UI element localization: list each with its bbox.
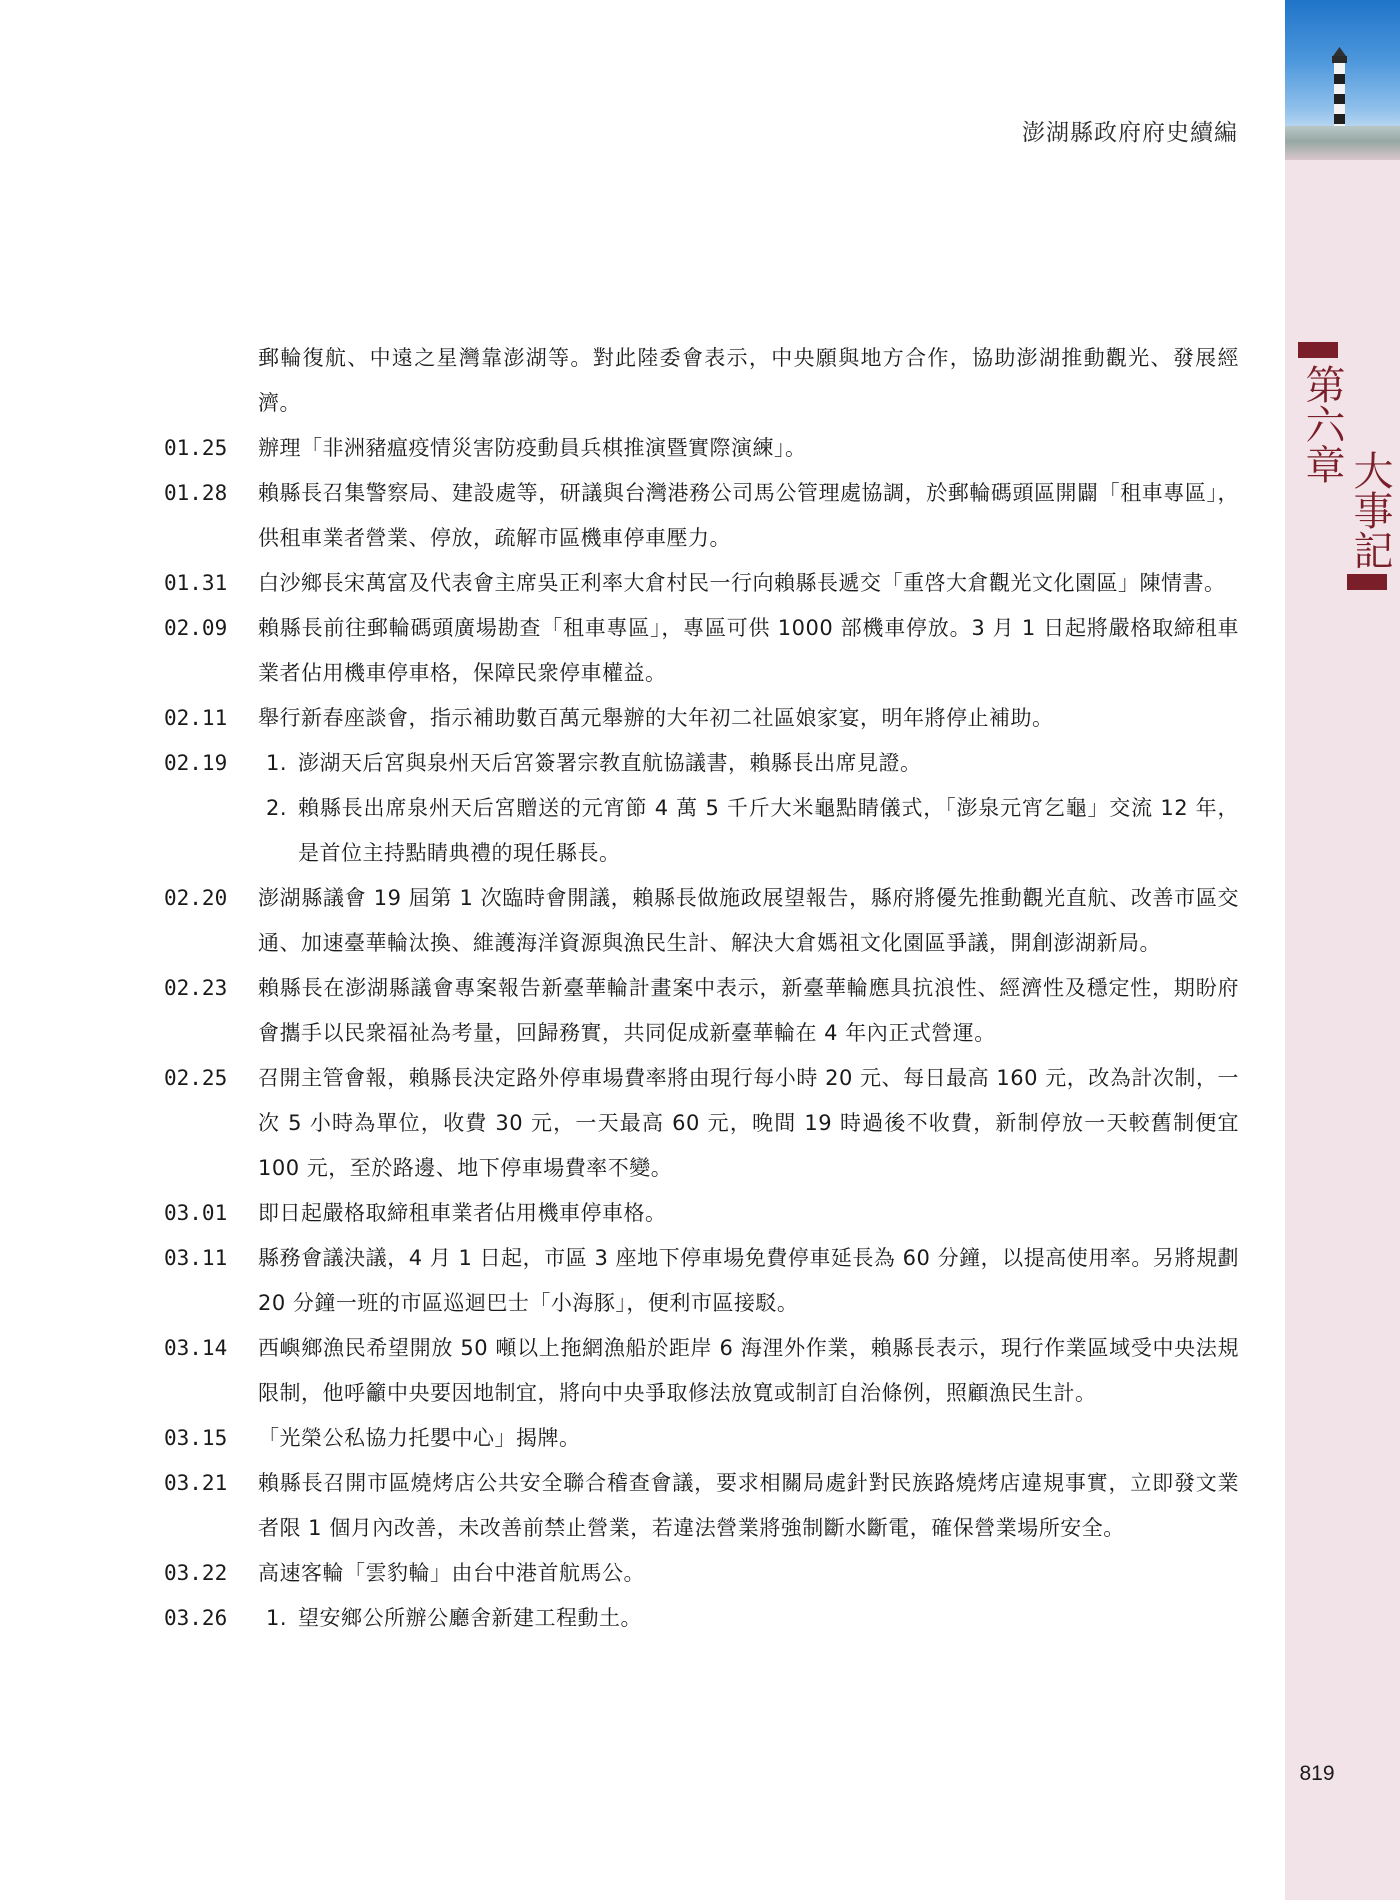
entry-date: 03.15 xyxy=(164,1426,228,1450)
chronology-entry xyxy=(164,471,1239,561)
entry-date: 01.31 xyxy=(164,571,228,595)
entry-date: 03.26 xyxy=(164,1606,228,1630)
chronology-list xyxy=(164,336,1239,1641)
chronology-entry xyxy=(164,606,1239,696)
entry-date: 02.11 xyxy=(164,706,228,730)
chronology-entry xyxy=(164,1596,1239,1641)
entry-date: 03.14 xyxy=(164,1336,228,1360)
entry-text: 賴縣長召開市區燒烤店公共安全聯合稽查會議，要求相關局處針對民族路燒烤店違規事實，立即發文業者限 1 個月內改善，未改善前禁止營業，若違法營業將強制斷水斷電，確保營業場所安全。 xyxy=(258,1471,1239,1540)
entry-text: 高速客輪「雲豹輪」由台中港首航馬公。 xyxy=(258,1561,645,1585)
chronology-entry xyxy=(164,561,1239,606)
entry-text: 郵輪復航、中遠之星灣靠澎湖等。對此陸委會表示，中央願與地方合作，協助澎湖推動觀光、發展經濟。 xyxy=(258,346,1239,415)
entry-date: 03.22 xyxy=(164,1561,228,1585)
page-number: 819 xyxy=(1299,1762,1335,1785)
entry-items xyxy=(258,1596,1239,1641)
sub-item-number: 1. xyxy=(266,751,288,775)
entry-text: 「光榮公私協力托嬰中心」揭牌。 xyxy=(258,1426,581,1450)
entry-sub-item xyxy=(258,741,1239,786)
entry-text: 賴縣長召集警察局、建設處等，研議與台灣港務公司馬公管理處協調，於郵輪碼頭區開闢「租車專區」，供租車業者營業、停放，疏解市區機車停車壓力。 xyxy=(258,481,1239,550)
sub-item-number: 1. xyxy=(266,1606,288,1630)
entry-date: 03.11 xyxy=(164,1246,228,1270)
entry-date: 03.21 xyxy=(164,1471,228,1495)
entry-date: 02.19 xyxy=(164,751,228,775)
entry-date: 01.28 xyxy=(164,481,228,505)
entry-date: 02.23 xyxy=(164,976,228,1000)
entry-text: 賴縣長前往郵輪碼頭廣場勘查「租車專區」，專區可供 1000 部機車停放。3 月 1 日起將嚴格取締租車業者佔用機車停車格，保障民衆停車權益。 xyxy=(258,616,1239,685)
chronology-entry xyxy=(164,1326,1239,1416)
chronology-entry xyxy=(164,1191,1239,1236)
sub-item-text: 澎湖天后宮與泉州天后宮簽署宗教直航協議書，賴縣長出席見證。 xyxy=(298,751,922,775)
chronology-entry xyxy=(164,1416,1239,1461)
entry-items xyxy=(258,741,1239,876)
chapter-number: 第六章 xyxy=(1299,364,1345,484)
entry-text: 辦理「非洲豬瘟疫情災害防疫動員兵棋推演暨實際演練」。 xyxy=(258,436,807,460)
book-title: 澎湖縣政府府史續編 xyxy=(1022,120,1238,146)
chronology-entry xyxy=(164,426,1239,471)
lighthouse-photo xyxy=(1285,0,1400,160)
entry-date: 02.09 xyxy=(164,616,228,640)
side-band xyxy=(1285,0,1400,1900)
entry-text: 白沙鄉長宋萬富及代表會主席吳正利率大倉村民一行向賴縣長遞交「重啓大倉觀光文化園區」陳情書。 xyxy=(258,571,1226,595)
entry-date: 03.01 xyxy=(164,1201,228,1225)
entry-text: 賴縣長在澎湖縣議會專案報告新臺華輪計畫案中表示，新臺華輪應具抗浪性、經濟性及穩定性，期盼府會攜手以民衆福祉為考量，回歸務實，共同促成新臺華輪在 4 年內正式營運。 xyxy=(258,976,1239,1045)
chronology-entry xyxy=(164,336,1239,426)
chronology-entry xyxy=(164,1461,1239,1551)
sub-item-number: 2. xyxy=(266,796,288,820)
entry-sub-item xyxy=(258,1596,1239,1641)
chronology-entry xyxy=(164,1236,1239,1326)
entry-text: 即日起嚴格取締租車業者佔用機車停車格。 xyxy=(258,1201,667,1225)
entry-text: 召開主管會報，賴縣長決定路外停車場費率將由現行每小時 20 元、每日最高 160 元，改為計次制，一次 5 小時為單位，收費 30 元，一天最高 60 元，晚間 19 時過後不收費，新制停放一天較舊制便宜 100 元，至於路邊、地下停車場費率不變。 xyxy=(258,1066,1239,1180)
chronology-entry xyxy=(164,696,1239,741)
entry-text: 澎湖縣議會 19 屆第 1 次臨時會開議，賴縣長做施政展望報告，縣府將優先推動觀光直航、改善市區交通、加速臺華輪汰換、維護海洋資源與漁民生計、解決大倉媽祖文化園區爭議，開創澎湖新局。 xyxy=(258,886,1239,955)
entry-text: 舉行新春座談會，指示補助數百萬元舉辦的大年初二社區娘家宴，明年將停止補助。 xyxy=(258,706,1054,730)
chronology-entry xyxy=(164,876,1239,966)
chronology-entry xyxy=(164,741,1239,876)
sub-item-text: 賴縣長出席泉州天后宮贈送的元宵節 4 萬 5 千斤大米龜點睛儀式，「澎泉元宵乞龜」交流 12 年，是首位主持點睛典禮的現任縣長。 xyxy=(298,796,1239,865)
entry-text: 西嶼鄉漁民希望開放 50 噸以上拖網漁船於距岸 6 海浬外作業，賴縣長表示，現行作業區域受中央法規限制，他呼籲中央要因地制宜，將向中央爭取修法放寬或制訂自治條例，照顧漁民生計。 xyxy=(258,1336,1239,1405)
entry-sub-item xyxy=(258,786,1239,876)
chronology-entry xyxy=(164,1056,1239,1191)
chapter-title: 大事記 xyxy=(1347,450,1393,570)
chronology-entry xyxy=(164,1551,1239,1596)
entry-date: 02.20 xyxy=(164,886,228,910)
entry-text: 縣務會議決議，4 月 1 日起，市區 3 座地下停車場免費停車延長為 60 分鐘，以提高使用率。另將規劃 20 分鐘一班的市區巡迴巴士「小海豚」，便利市區接駁。 xyxy=(258,1246,1239,1315)
sub-item-text: 望安鄉公所辦公廳舍新建工程動土。 xyxy=(298,1606,642,1630)
entry-date: 01.25 xyxy=(164,436,228,460)
entry-date: 02.25 xyxy=(164,1066,228,1090)
chronology-entry xyxy=(164,966,1239,1056)
chapter-tab xyxy=(1285,342,1400,592)
